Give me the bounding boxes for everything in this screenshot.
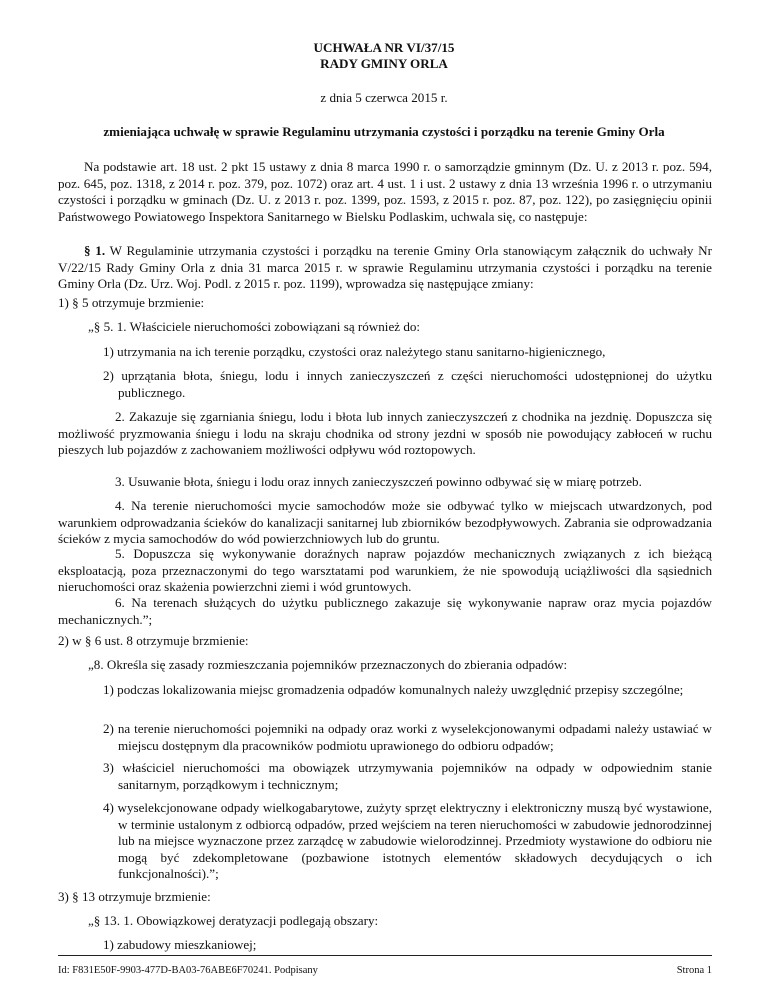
resolution-subject: zmieniająca uchwałę w sprawie Regulaminu utrzymania czystości i porządku na terenie Gminy Orla	[103, 124, 665, 139]
resolution-number: UCHWAŁA NR VI/37/15	[313, 40, 455, 55]
section-6-8-point-4: 4) wyselekcjonowane odpady wielkogabarytowe, zużyty sprzęt elektryczny i elektroniczny muszą być wystawione, w terminie ustalonym z odbiorcą odpadów, przed wejściem na teren nieruchomości w zabudowie jednorodzinnej lub na miejsce wyznaczone przez zarządcę w zabudowie wielorodzinnej. Przedmioty wystawione do odbioru nie mogą być zdekompletowane (pozbawione istotnych elementów składowych decydujących o ich funkcjonalności).”;	[103, 800, 712, 882]
section-5-para-3: 3. Usuwanie błota, śniegu i lodu oraz innych zanieczyszczeń powinno odbywać się w miarę potrzeb.	[115, 474, 642, 489]
section-5-intro: „§ 5. 1. Właściciele nieruchomości zobowiązani są również do:	[88, 319, 421, 334]
section-6-8-point-1: 1) podczas lokalizowania miejsc gromadzenia odpadów komunalnych należy uwzględnić przepisy szczególne;	[103, 682, 684, 697]
paragraph-1	[58, 243, 712, 293]
section-6-8-intro: „8. Określa się zasady rozmieszczania pojemników przeznaczonych do zbierania odpadów:	[88, 657, 568, 672]
section-5-para-2: 2. Zakazuje się zgarniania śniegu, lodu i błota lub innych zanieczyszczeń z chodnika na jezdnię. Dopuszcza się możliwość pryzmowania śniegu i lodu na skraju chodnika od strony jezdni w sposób nie powodujący zabłoceń w ruchu pieszych lub pojazdów z zachowaniem możliwości odpływu wód roztopowych.	[58, 409, 712, 458]
section-6-8-point-3: 3) właściciel nieruchomości ma obowiązek utrzymywania pojemników na odpady w odpowiednim stanie sanitarnym, porządkowym i technicznym;	[103, 760, 712, 792]
section-5-para-6: 6. Na terenach służących do użytku publicznego zakazuje się wykonywanie napraw oraz mycia pojazdów mechanicznych.”;	[58, 595, 712, 627]
resolution-date: z dnia 5 czerwca 2015 r.	[320, 90, 448, 105]
section-6-8-point-2: 2) na terenie nieruchomości pojemniki na odpady oraz worki z wyselekcjonowanymi odpadami należy ustawiać w miejscu dostępnym dla pracowników podmiotu uprawionego do odbioru odpadów;	[103, 721, 712, 753]
footer-divider	[58, 955, 712, 956]
item-3-heading: 3) § 13 otrzymuje brzmienie:	[58, 889, 211, 904]
section-5-para-4: 4. Na terenie nieruchomości mycie samochodów może sie odbywać tylko w miejscach utwardzonych, pod warunkiem odprowadzania ścieków do kanalizacji sanitarnej lub zbiorników bezodpływowych. Zabrania sie odprowadzania ścieków z mycia samochodów do wód powierzchniowych lub do gruntu.	[58, 498, 712, 547]
item-1-heading: 1) § 5 otrzymuje brzmienie:	[58, 295, 205, 310]
paragraph-1-label: § 1.	[84, 243, 106, 258]
council-name: RADY GMINY ORLA	[320, 56, 448, 71]
section-5-para-5: 5. Dopuszcza się wykonywanie doraźnych napraw pojazdów mechanicznych związanych z ich bieżącą eksploatacją, poza przeznaczonymi do tego warsztatami pod warunkiem, że nie spowodują uciążliwości dla sąsiednich nieruchomości oraz skażenia powierzchni ziemi i wód gruntowych.	[58, 546, 712, 595]
page-number: Strona 1	[676, 965, 712, 976]
preamble: Na podstawie art. 18 ust. 2 pkt 15 ustawy z dnia 8 marca 1990 r. o samorządzie gminnym (Dz. U. z 2013 r. poz. 594, poz. 645, poz. 1318, z 2014 r. poz. 379, poz. 1072) oraz art. 4 ust. 1 i ust. 2 ustawy z dnia 13 września 1996 r. o utrzymaniu czystości i porządku w gminach (Dz. U. z 2013 r. poz. 1399, poz. 1593, z 2015 r. poz. 87, poz. 122), po zasięgnięciu opinii Państwowego Powiatowego Inspektora Sanitarnego w Bielsku Podlaskim, uchwala się, co następuje:	[58, 159, 712, 224]
section-13-intro: „§ 13. 1. Obowiązkowej deratyzacji podlegają obszary:	[88, 913, 379, 928]
paragraph-1-text: W Regulaminie utrzymania czystości i porządku na terenie Gminy Orla stanowiącym załącznik do uchwały Nr V/22/15 Rady Gminy Orla z dnia 31 marca 2015 r. w sprawie Regulaminu utrzymania czystości i porządku na terenie Gminy Orla (Dz. Urz. Woj. Podl. z 2015 r. poz. 1199), wprowadza się następujące zmiany:	[58, 243, 712, 292]
section-5-point-1: 1) utrzymania na ich terenie porządku, czystości oraz należytego stanu sanitarno-higienicznego,	[103, 344, 606, 359]
section-5-point-2: 2) uprzątania błota, śniegu, lodu i innych zanieczyszczeń z części nieruchomości udostępnionej do użytku publicznego.	[103, 368, 712, 400]
item-2-heading: 2) w § 6 ust. 8 otrzymuje brzmienie:	[58, 633, 249, 648]
document-id: Id: F831E50F-9903-477D-BA03-76ABE6F70241. Podpisany	[58, 965, 318, 976]
section-13-point-1: 1) zabudowy mieszkaniowej;	[103, 937, 257, 952]
